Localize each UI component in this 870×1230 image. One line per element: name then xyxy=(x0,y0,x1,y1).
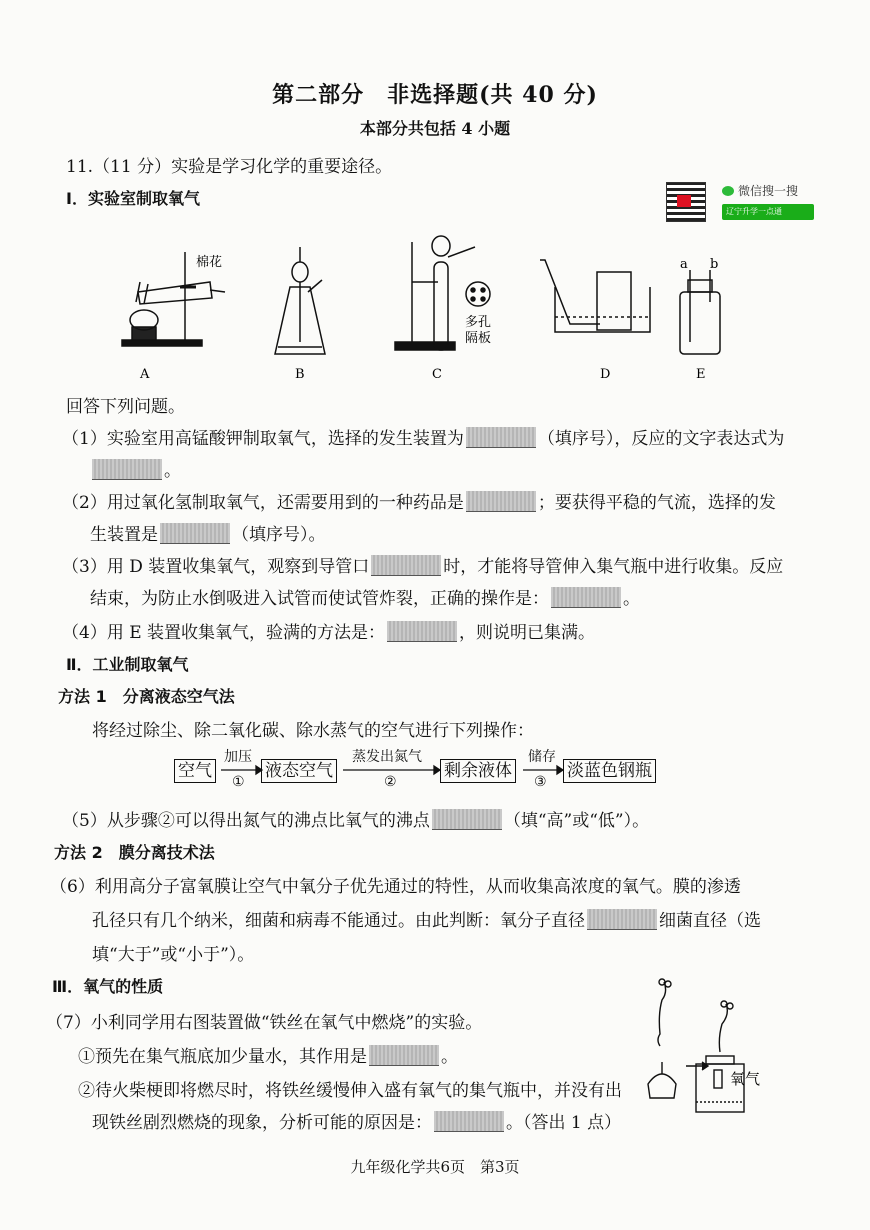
q3-line-1: （3）用 D 装置收集氧气，观察到导管口 时，才能将导管伸入集气瓶中进行收集。反应 xyxy=(62,557,784,577)
flow-step-1-number: ① xyxy=(232,774,245,790)
flow-step-3-number: ③ xyxy=(534,774,547,790)
method-1-description: 将经过除尘、除二氧化碳、除水蒸气的空气进行下列操作： xyxy=(92,721,534,741)
note-a: a xyxy=(680,257,688,272)
q1-line-1: （1）实验室用高锰酸钾制取氧气，选择的发生装置为 （填序号），反应的文字表达式为 xyxy=(62,429,785,449)
note-cotton: 棉花 xyxy=(196,255,223,270)
q2-line-2: 生装置是 （填序号）。 xyxy=(90,525,326,545)
answer-blank-q3-observation[interactable] xyxy=(371,555,441,576)
flow-box-liquid-air: 液态空气 xyxy=(261,759,337,783)
label-a: A xyxy=(140,367,150,382)
answer-blank-q5[interactable] xyxy=(432,809,502,830)
label-c: C xyxy=(432,367,442,382)
apparatus-e xyxy=(680,270,720,354)
page-title: 第二部分 非选择题(共 40 分) xyxy=(272,82,598,108)
flow-arrows xyxy=(0,760,870,784)
method-1-heading: 方法 1 分离液态空气法 xyxy=(58,687,235,706)
qr-code-icon[interactable] xyxy=(666,182,706,222)
label-d: D xyxy=(600,367,611,382)
answer-blank-q4-method[interactable] xyxy=(387,621,457,642)
wechat-search[interactable]: 微信搜一搜 xyxy=(722,182,798,199)
label-e: E xyxy=(696,367,706,382)
q2-line-1: （2）用过氧化氢制取氧气，还需要用到的一种药品是 ；要获得平稳的气流，选择的发 xyxy=(62,493,776,513)
q6-line-3: 填“大于”或“小于”）。 xyxy=(92,945,255,965)
flow-step-2-number: ② xyxy=(384,774,397,790)
q7-2-line-2: 现铁丝剧烈燃烧的现象，分析可能的原因是： 。（答出 1 点） xyxy=(92,1113,622,1133)
apparatus-d xyxy=(540,260,650,332)
answer-blank-q1-device[interactable] xyxy=(466,427,536,448)
answer-blank-q7-1[interactable] xyxy=(369,1045,439,1066)
q7-line: （7）小利同学用右图装置做“铁丝在氧气中燃烧”的实验。 xyxy=(46,1013,483,1033)
flow-step-1-label: 加压 xyxy=(224,749,252,765)
flow-box-steel-cylinder: 淡蓝色钢瓶 xyxy=(563,759,656,783)
section-heading-3: Ⅲ．氧气的性质 xyxy=(52,977,164,996)
answer-blank-q1-equation[interactable] xyxy=(92,459,162,480)
section-heading-2: Ⅱ．工业制取氧气 xyxy=(66,655,189,674)
answer-blank-q2-device[interactable] xyxy=(160,523,230,544)
flow-step-2-label: 蒸发出氮气 xyxy=(352,749,422,765)
flow-step-3-label: 储存 xyxy=(528,749,556,765)
answer-prompt: 回答下列问题。 xyxy=(66,397,185,417)
answer-blank-q6[interactable] xyxy=(587,909,657,930)
page-footer: 九年级化学共6页 第3页 xyxy=(350,1158,520,1176)
answer-blank-q2-reagent[interactable] xyxy=(466,491,536,512)
q1-line-2: 。 xyxy=(90,456,181,481)
answer-blank-q7-2[interactable] xyxy=(434,1111,504,1132)
apparatus-figure xyxy=(100,232,740,382)
oxygen-label: 氧气 xyxy=(730,1070,761,1088)
q7-1-line: ①预先在集气瓶底加少量水，其作用是 。 xyxy=(78,1047,458,1067)
wechat-icon xyxy=(722,186,734,196)
note-porous-2: 隔板 xyxy=(465,331,492,346)
answer-blank-q3-operation[interactable] xyxy=(551,587,621,608)
channel-badge[interactable]: 辽宁升学一点通 xyxy=(722,204,814,220)
iron-wire-figure xyxy=(634,974,784,1124)
q6-line-1: （6）利用高分子富氧膜让空气中氧分子优先通过的特性，从而收集高浓度的氧气。膜的渗透 xyxy=(50,877,741,897)
q4-line: （4）用 E 装置收集氧气，验满的方法是： ，则说明已集满。 xyxy=(62,623,596,643)
page-subtitle: 本部分共包括 4 小题 xyxy=(359,119,511,138)
apparatus-b xyxy=(275,247,325,354)
q7-2-line-1: ②待火柴梗即将燃尽时，将铁丝缓慢伸入盛有氧气的集气瓶中，并没有出 xyxy=(78,1081,622,1101)
label-b: B xyxy=(295,367,305,382)
note-b: b xyxy=(710,257,719,272)
section-heading-1: Ⅰ．实验室制取氧气 xyxy=(66,189,200,208)
q5-line: （5）从步骤②可以得出氮气的沸点比氧气的沸点 （填“高”或“低”）。 xyxy=(62,811,650,831)
method-2-heading: 方法 2 膜分离技术法 xyxy=(54,843,215,862)
q3-line-2: 结束，为防止水倒吸进入试管而使试管炸裂，正确的操作是： 。 xyxy=(90,589,640,609)
note-porous-1: 多孔 xyxy=(465,315,492,330)
flow-box-air: 空气 xyxy=(174,759,216,783)
question-intro: 11.（11 分）实验是学习化学的重要途径。 xyxy=(66,157,393,177)
q6-line-2: 孔径只有几个纳米，细菌和病毒不能通过。由此判断：氧分子直径 细菌直径（选 xyxy=(92,911,761,931)
flow-box-remaining-liquid: 剩余液体 xyxy=(440,759,516,783)
